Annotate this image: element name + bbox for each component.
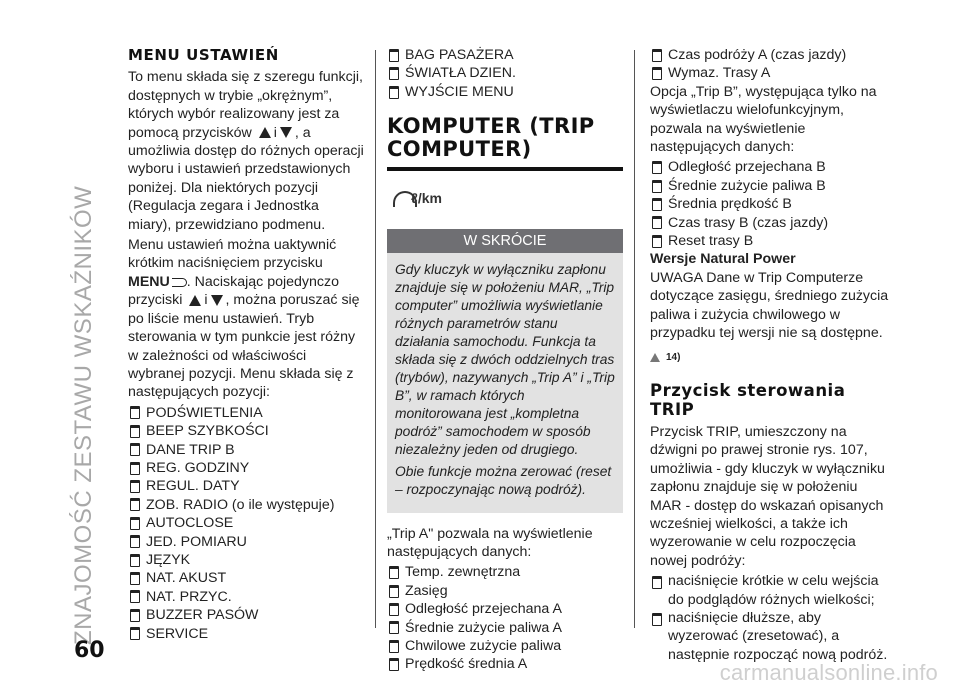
item-label: REG. GODZINY [146, 459, 250, 476]
bullet-icon [130, 572, 140, 585]
item-label: JĘZYK [146, 551, 191, 568]
item-label: Średnie zużycie paliwa B [668, 177, 826, 194]
item-label: REGUL. DATY [146, 478, 240, 495]
item-label: BEEP SZYBKOŚCI [146, 423, 269, 440]
paragraph [128, 236, 364, 402]
list-item [128, 422, 364, 440]
arrow-down-icon [211, 295, 223, 306]
item-label: PODŚWIETLENIA [146, 404, 263, 421]
text: przyciski [128, 292, 183, 309]
list-item [387, 619, 623, 637]
summary-text: Obie funkcje można zerować (reset – rozpoczynając nową podróż). [395, 463, 612, 497]
item-label: BUZZER PASÓW [146, 607, 259, 624]
list-item [387, 582, 623, 600]
bullet-icon [652, 576, 662, 589]
item-label: naciśnięcie krótkie w celu wejścia do podglądów różnych wielkości; [668, 573, 879, 608]
paragraph [128, 68, 364, 234]
list-item [387, 637, 623, 655]
item-label: Czas trasy B (czas jazdy) [668, 214, 829, 231]
summary-box [387, 253, 623, 513]
bullet-icon [130, 590, 140, 603]
list-item [650, 609, 890, 664]
list-item [387, 64, 623, 82]
paragraph: UWAGA Dane w Trip Computerze dotyczące zasięgu, średniego zużycia paliwa i zużycia chwilowego w przypadku tej wersji nie są dostępne. [650, 269, 889, 342]
list-item [128, 606, 364, 624]
list-item [650, 64, 890, 82]
warning-reference [650, 349, 680, 367]
text: umożliwia dostęp do różnych operacji wyboru i ustawień przedstawionych poniżej. Dla niektórych pozycji (Regulacja zegara i Jednostka miary), przewidziano podmenu. [128, 143, 364, 233]
bullet-icon [130, 498, 140, 511]
item-label: WYJŚCIE MENU [405, 83, 514, 100]
bullet-icon [130, 627, 140, 640]
column-1 [128, 46, 364, 643]
column-divider [375, 50, 376, 628]
warning-triangle-icon [650, 353, 660, 362]
item-label: Czas podróży A (czas jazdy) [668, 47, 847, 63]
text: się po liście menu ustawień. Tryb sterowania w tym punkcie jest różny w zależności od właściwości wybranej pozycji. Menu składa się z następujących pozycji: [128, 292, 360, 401]
list-item [128, 588, 364, 606]
text: pomocą przycisków [128, 124, 252, 141]
list-item [128, 551, 364, 569]
item-label: Średnie zużycie paliwa A [405, 619, 562, 636]
list-item [128, 569, 364, 587]
list-item [650, 232, 890, 250]
bullet-icon [130, 480, 140, 493]
watermark: carmanualsonline.info [719, 660, 938, 685]
column-3 [650, 46, 890, 664]
text: . Naciskając pojedynczo [186, 273, 339, 290]
item-label: Odległość przejechana A [405, 601, 562, 618]
icon-label: ℓ/km [411, 190, 442, 207]
text: , można poruszać [225, 292, 338, 309]
bullet-icon [130, 609, 140, 622]
item-label: JED. POMIARU [146, 533, 247, 550]
list-item [128, 496, 364, 514]
bullet-icon [389, 67, 399, 80]
summary-box-title: W SKRÓCIE [387, 229, 623, 253]
column-divider [634, 50, 635, 628]
item-label: Prędkość średnia A [405, 656, 528, 673]
trip-computer-icon [393, 187, 443, 211]
bullet-icon [130, 535, 140, 548]
item-label: BAG PASAŻERA [405, 47, 514, 63]
bullet-icon [389, 603, 399, 616]
item-label: Chwilowe zużycie paliwa [405, 638, 562, 655]
menu-items-list [128, 404, 364, 643]
text: To menu składa się z szeregu funkcji, dostępnych w trybie „okrężnym”, których wybór realizowany jest za [128, 69, 363, 123]
item-label: Reset trasy B [668, 233, 754, 250]
paragraph: „Trip A" pozwala na wyświetlenie następujących danych: [387, 525, 593, 561]
subheading: Wersje Natural Power [650, 251, 796, 268]
bullet-icon [389, 566, 399, 579]
bullet-icon [130, 462, 140, 475]
return-arrow-icon [172, 278, 187, 287]
item-label: ŚWIATŁA DZIEN. [405, 65, 516, 82]
list-item [128, 477, 364, 495]
column-2 [387, 46, 623, 674]
page-number: 60 [74, 638, 105, 663]
text: Menu ustawień można uaktywnić krótkim naciśnięciem przycisku [128, 237, 337, 272]
text: , a [294, 124, 311, 141]
bullet-icon [652, 49, 662, 62]
item-label: NAT. PRZYC. [146, 588, 232, 605]
item-label: Średnia prędkość B [668, 196, 792, 213]
bullet-icon [652, 198, 662, 211]
bullet-icon [130, 443, 140, 456]
list-item [387, 46, 623, 64]
list-item [387, 600, 623, 618]
list-item [650, 46, 890, 64]
bullet-icon [652, 613, 662, 626]
list-item [128, 441, 364, 459]
item-label: NAT. AKUST [146, 570, 227, 587]
bullet-icon [130, 517, 140, 530]
bullet-icon [652, 180, 662, 193]
bullet-icon [130, 554, 140, 567]
item-label: Zasięg [405, 582, 448, 599]
section-heading: MENU USTAWIEŃ [128, 46, 279, 64]
list-item [128, 533, 364, 551]
list-item [650, 195, 890, 213]
text: i [273, 124, 277, 141]
section-heading: KOMPUTER (TRIP COMPUTER) [387, 115, 623, 171]
bullet-icon [389, 621, 399, 634]
arrow-down-icon [280, 127, 292, 138]
list-item [650, 572, 890, 609]
bullet-icon [652, 67, 662, 80]
arrow-up-icon [189, 295, 201, 306]
list-item [650, 177, 890, 195]
list-item [128, 625, 364, 643]
bullet-icon [389, 658, 399, 671]
list-item [128, 514, 364, 532]
item-label: Wymaz. Trasy A [668, 65, 771, 82]
text: i [204, 292, 208, 309]
bullet-icon [389, 585, 399, 598]
bullet-icon [389, 49, 399, 62]
summary-text: Gdy kluczyk w wyłączniku zapłonu znajduje się w położeniu MAR, „Trip computer” umożliwia wyświetlanie różnych parametrów stanu działania samochodu. Funkcja ta składa się z dwóch oddzielnych tras (trybów), nazywanych „Trip A” i „Trip B”, w ramach których monitorowana jest „kompletna podróż” samochodem w sposób niezależny jeden od drugiego. [395, 261, 615, 457]
paragraph: Opcja „Trip B”, występująca tylko na wyświetlaczu wielofunkcyjnym, pozwala na wyświetlenie następujących danych: [650, 83, 877, 156]
item-label: SERVICE [146, 625, 209, 642]
side-title-text: ZNAJOMOŚĆ ZESTAWU WSKAŹNIKÓW [70, 185, 97, 645]
bullet-icon [130, 406, 140, 419]
bullet-icon [389, 640, 399, 653]
item-label: Temp. zewnętrzna [405, 564, 521, 581]
list-item [128, 404, 364, 422]
list-item [650, 214, 890, 232]
item-label: DANE TRIP B [146, 441, 235, 458]
section-heading: Przycisk sterowania TRIP [650, 380, 846, 419]
arrow-up-icon [259, 127, 271, 138]
item-label: ZOB. RADIO (o ile występuje) [146, 496, 335, 513]
paragraph: Przycisk TRIP, umieszczony na dźwigni po prawej stronie rys. 107, umożliwia - gdy kluczyk w wyłączniku zapłonu znajduje się w położeniu MAR - dostęp do wskazań opisanych wcześniej wielkości, a także ich wyzerowanie w celu rozpoczęcia nowej podróży: [650, 423, 885, 569]
list-item [387, 83, 623, 101]
warning-number: 14) [666, 351, 681, 363]
menu-key-label: MENU [128, 273, 170, 290]
list-item [650, 158, 890, 176]
bullet-icon [652, 216, 662, 229]
list-item [387, 655, 623, 673]
item-label: naciśnięcie dłuższe, aby wyzerować (zresetować), a następnie rozpocząć nową podróż. [668, 609, 888, 663]
list-item [387, 563, 623, 581]
side-section-title [66, 45, 106, 645]
bullet-icon [652, 235, 662, 248]
bullet-icon [652, 161, 662, 174]
bullet-icon [389, 86, 399, 99]
item-label: Odległość przejechana B [668, 159, 826, 176]
list-item [128, 459, 364, 477]
bullet-icon [130, 425, 140, 438]
item-label: AUTOCLOSE [146, 515, 234, 532]
